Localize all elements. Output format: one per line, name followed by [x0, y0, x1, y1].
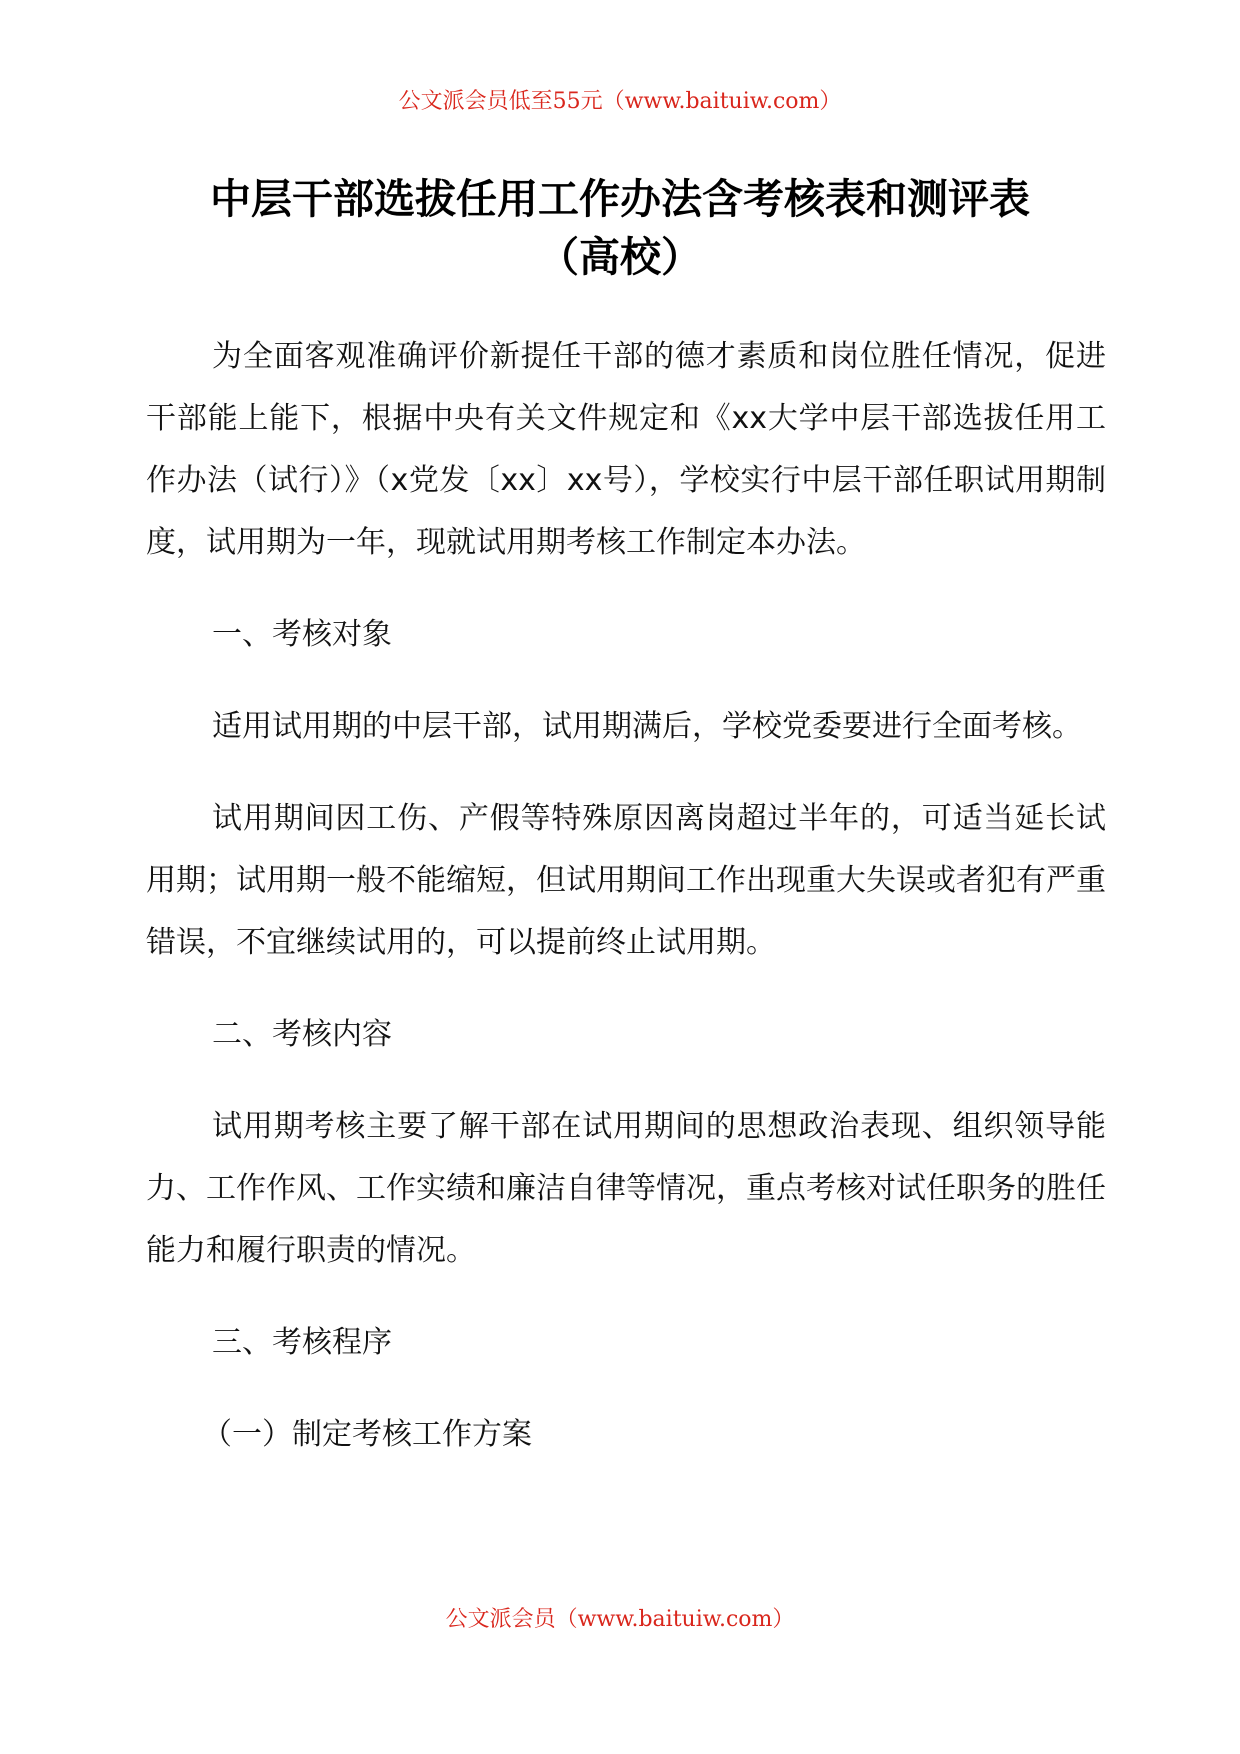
section-3-subheading-1: （一）制定考核工作方案: [202, 1417, 532, 1452]
document-title-line-1: 中层干部选拔任用工作办法含考核表和测评表: [210, 175, 1030, 223]
header-promo-banner: 公文派会员低至55元（www.baituiw.com）: [398, 89, 842, 114]
section-heading-2: 二、考核内容: [212, 1017, 392, 1052]
section-heading-1: 一、考核对象: [212, 617, 392, 652]
document-body: [146, 326, 1106, 1466]
footer-promo-banner: 公文派会员（www.baituiw.com）: [445, 1607, 795, 1632]
document-title: [140, 170, 1100, 286]
section-2-paragraph-1: 试用期考核主要了解干部在试用期间的思想政治表现、组织领导能力、工作作风、工作实绩和廉洁自律等情况，重点考核对试任职务的胜任能力和履行职责的情况。: [146, 1109, 1106, 1268]
section-1-paragraph-1: 适用试用期的中层干部，试用期满后，学校党委要进行全面考核。: [212, 709, 1082, 744]
document-title-line-2: （高校）: [538, 233, 702, 281]
section-1-paragraph-2: 试用期间因工伤、产假等特殊原因离岗超过半年的，可适当延长试用期；试用期一般不能缩短，但试用期间工作出现重大失误或者犯有严重错误，不宜继续试用的，可以提前终止试用期。: [146, 801, 1106, 960]
intro-paragraph: 为全面客观准确评价新提任干部的德才素质和岗位胜任情况，促进干部能上能下，根据中央有关文件规定和《xx大学中层干部选拔任用工作办法（试行）》（x党发〔xx〕xx号），学校实行中层干部任职试用期制度，试用期为一年，现就试用期考核工作制定本办法。: [146, 339, 1106, 560]
section-heading-3: 三、考核程序: [212, 1325, 392, 1360]
